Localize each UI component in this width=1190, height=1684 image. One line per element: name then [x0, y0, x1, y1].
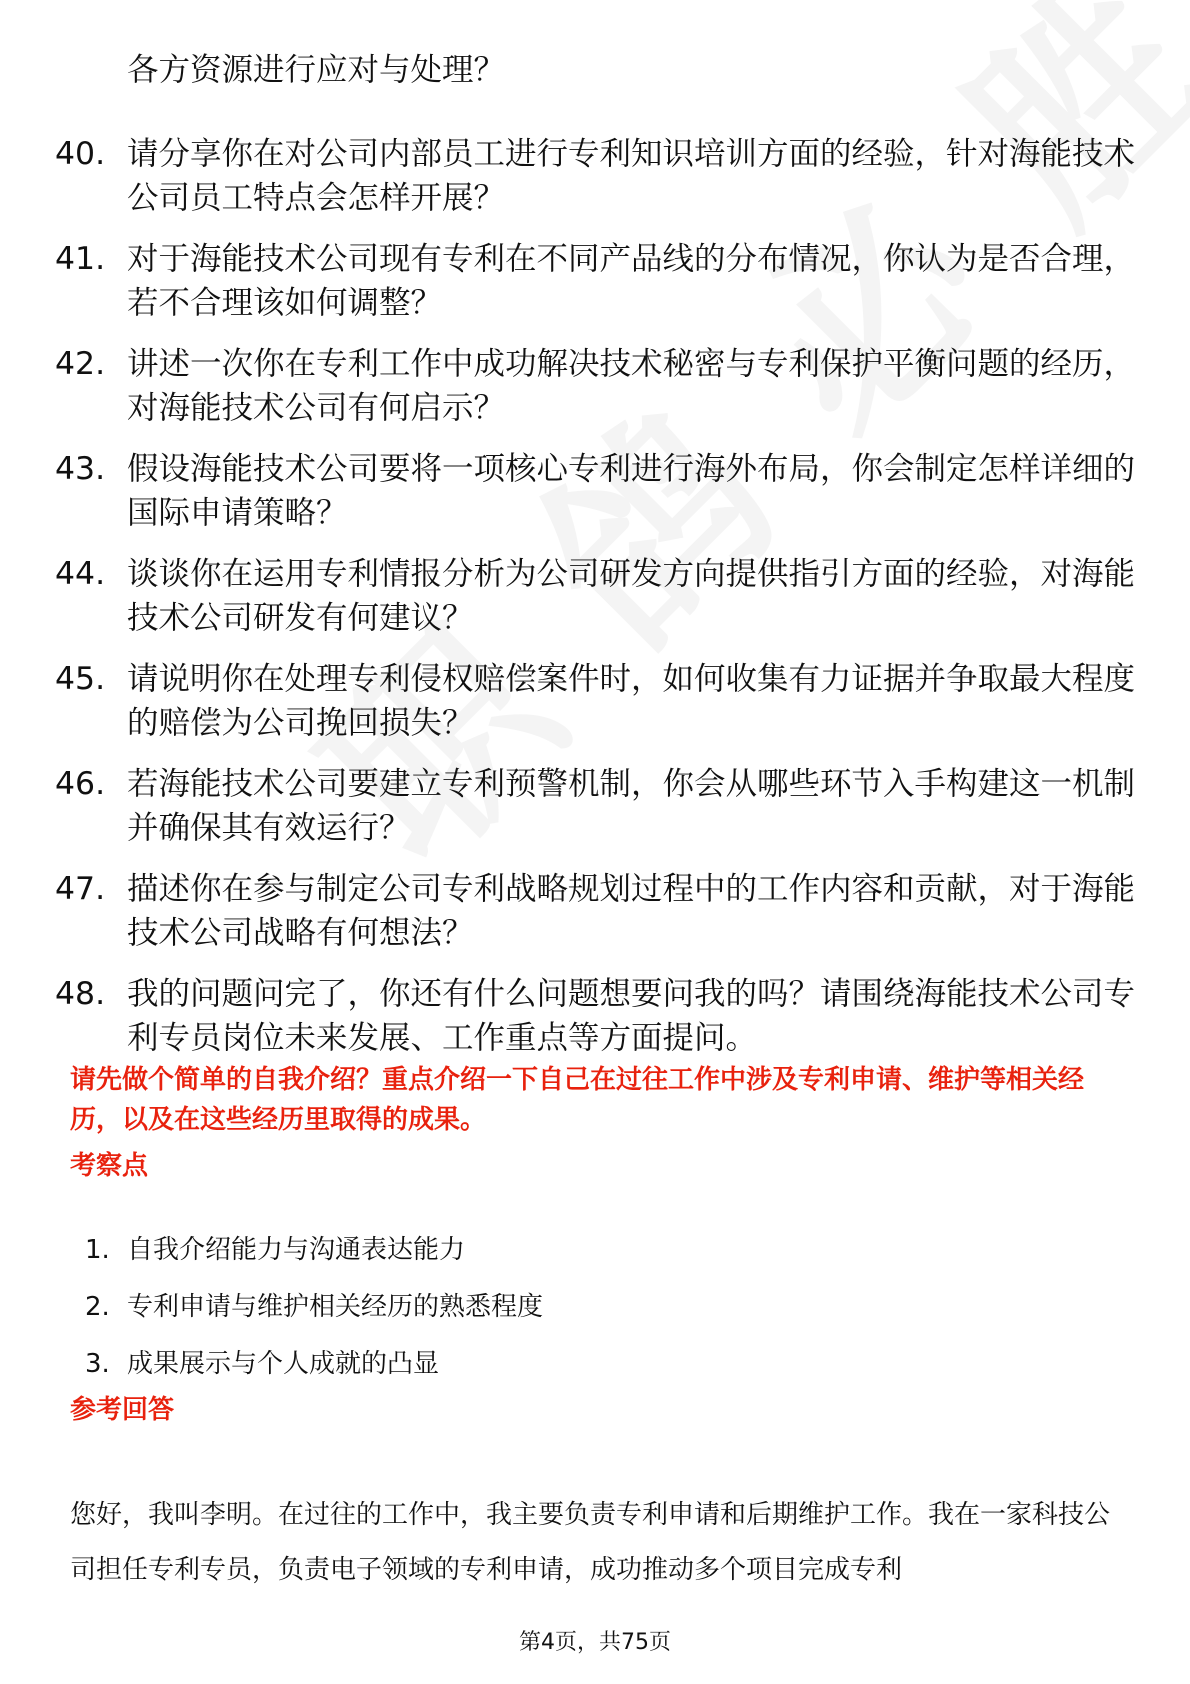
question-item	[55, 972, 1135, 1060]
point-text: 专利申请与维护相关经历的熟悉程度	[127, 1292, 544, 1322]
point-number: 1.	[85, 1235, 110, 1265]
question-number: 48.	[55, 976, 106, 1012]
question-text: 假设海能技术公司要将一项核心专利进行海外布局，你会制定怎样详细的国际申请策略？	[127, 451, 1136, 531]
question-item	[55, 342, 1135, 430]
reference-answer-text: 您好，我叫李明。在过往的工作中，我主要负责专利申请和后期维护工作。我在一家科技公司担任专利专员，负责电子领域的专利申请，成功推动多个项目完成专利	[70, 1500, 1111, 1585]
question-item	[55, 867, 1135, 955]
question-number: 45.	[55, 661, 106, 697]
question-item	[55, 237, 1135, 325]
question-item	[55, 762, 1135, 850]
question-text: 谈谈你在运用专利情报分析为公司研发方向提供指引方面的经验，对海能技术公司研发有何建议？	[127, 556, 1136, 636]
reference-answer-heading: 参考回答	[70, 1395, 175, 1425]
question-number: 43.	[55, 451, 106, 487]
assessment-points-list	[85, 1232, 543, 1403]
question-item	[55, 552, 1135, 640]
question-text: 若海能技术公司要建立专利预警机制，你会从哪些环节入手构建这一机制并确保其有效运行？	[127, 766, 1136, 846]
question-text: 请分享你在对公司内部员工进行专利知识培训方面的经验，针对海能技术公司员工特点会怎样开展？	[127, 136, 1136, 216]
question-list	[55, 48, 1135, 1077]
question-number: 40.	[55, 136, 106, 172]
point-number: 3.	[85, 1349, 110, 1379]
page-footer: 第4页，共75页	[519, 1630, 671, 1655]
assessment-point	[85, 1232, 543, 1289]
question-text: 讲述一次你在专利工作中成功解决技术秘密与专利保护平衡问题的经历，对海能技术公司有何启示？	[127, 346, 1136, 426]
assessment-point	[85, 1289, 543, 1346]
question-item	[55, 657, 1135, 745]
main-interview-question: 请先做个简单的自我介绍？重点介绍一下自己在过往工作中涉及专利申请、维护等相关经历，以及在这些经历里取得的成果。	[70, 1065, 1085, 1135]
question-number: 47.	[55, 871, 106, 907]
question-item	[55, 447, 1135, 535]
question-text: 请说明你在处理专利侵权赔偿案件时，如何收集有力证据并争取最大程度的赔偿为公司挽回损失？	[127, 661, 1136, 741]
question-number: 44.	[55, 556, 106, 592]
question-text: 描述你在参与制定公司专利战略规划过程中的工作内容和贡献，对于海能技术公司战略有何想法？	[127, 871, 1136, 951]
question-number: 42.	[55, 346, 106, 382]
question-number: 41.	[55, 241, 106, 277]
question-text: 我的问题问完了，你还有什么问题想要问我的吗？请围绕海能技术公司专利专员岗位未来发展、工作重点等方面提问。	[127, 976, 1136, 1056]
point-text: 自我介绍能力与沟通表达能力	[127, 1235, 466, 1265]
point-text: 成果展示与个人成就的凸显	[127, 1349, 440, 1379]
question-continued-text: 各方资源进行应对与处理？	[127, 52, 506, 88]
question-number: 46.	[55, 766, 106, 802]
question-item	[55, 132, 1135, 220]
assessment-heading: 考察点	[70, 1151, 149, 1181]
point-number: 2.	[85, 1292, 110, 1322]
question-text: 对于海能技术公司现有专利在不同产品线的分布情况，你认为是否合理，若不合理该如何调整？	[127, 241, 1136, 321]
